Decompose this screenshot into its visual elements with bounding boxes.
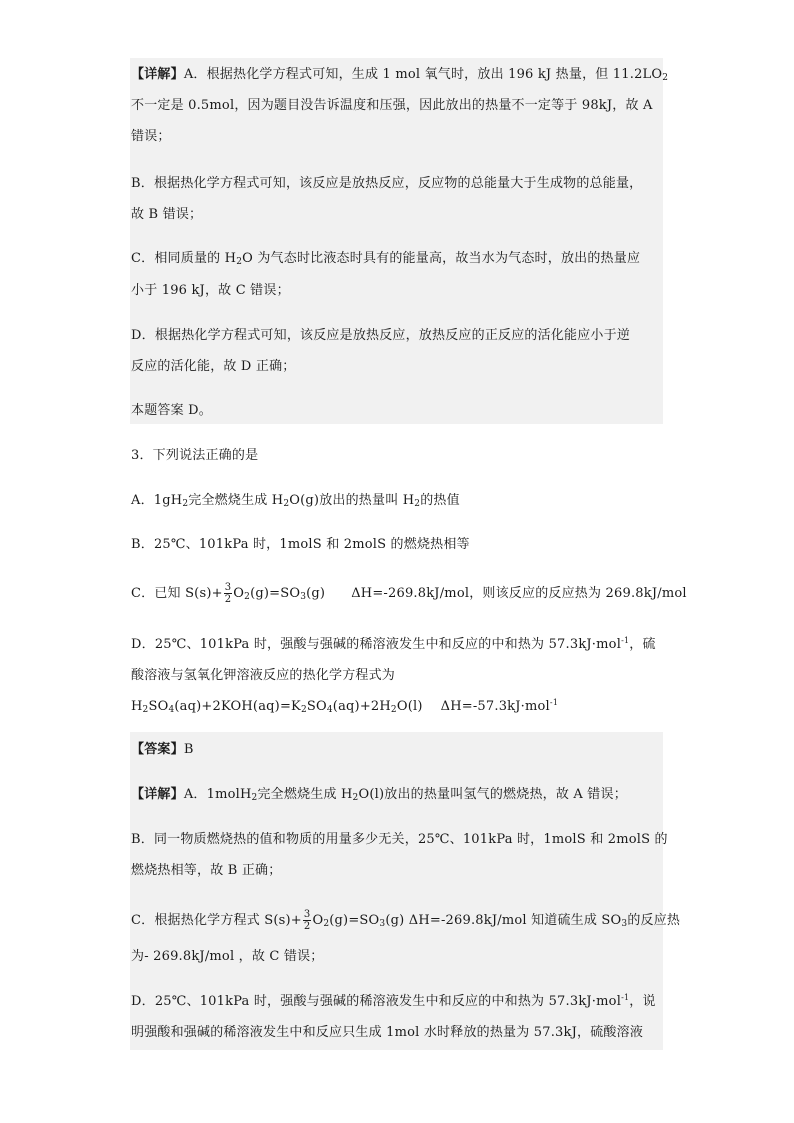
q3-option-b: B．25℃、101kPa 时，1molS 和 2molS 的燃烧热相等 <box>131 537 470 552</box>
q3-option-d-equation: $H_2SO_4(aq)+2KOH(aq)=K_2SO_4(aq)+2H_2O(l)$ ΔH=-57.3kJ·mol$^{-1}$ <box>131 698 559 715</box>
q2-detail-a-line3: 错误； <box>131 129 171 144</box>
q2-detail-a-line1: 【详解】A．根据热化学方程式可知，生成 1 mol 氧气时，放出 196 kJ 热量，但 $11.2LO_2$ <box>131 67 669 83</box>
q3-detail-a: 【详解】A．1molH$_2$完全燃烧生成 $H_2O(l)$放出的热量叫氢气的燃烧热，故 A 错误； <box>131 787 627 803</box>
q3-option-c: C．已知 S(s)+ $\frac{3}{2}$ $O_2(g)=SO_3(g)$ ΔH=-269.8kJ/mol，则该反应的反应热为 269.8kJ/mol <box>131 582 687 605</box>
q2-detail-c-line2: 小于 196 kJ，故 C 错误； <box>131 283 290 298</box>
q3-detail-c-line2: 为- 269.8kJ/mol ，故 C 错误； <box>131 949 324 964</box>
q3-detail-b-line1: B．同一物质燃烧热的值和物质的用量多少无关，25℃、101kPa 时，1molS 和 2molS 的 <box>131 832 668 847</box>
q2-detail-c-line1: C．相同质量的 $H_2O$ 为气态时比液态时具有的能量高，故当水为气态时，放出的热量应 <box>131 251 641 267</box>
q3-stem: 3．下列说法正确的是 <box>131 448 259 463</box>
q3-option-d-line2: 酸溶液与氢氧化钾溶液反应的热化学方程式为 <box>131 668 396 683</box>
q2-detail-d-line1: D．根据热化学方程式可知，该反应是放热反应，放热反应的正反应的活化能应小于逆 <box>131 328 631 343</box>
answer-tag: 【答案】 <box>131 742 184 757</box>
q2-detail-b-line2: 故 B 错误； <box>131 207 203 222</box>
fraction-three-halves: $\frac{3}{2}$ <box>224 582 232 605</box>
q2-answer-line: 本题答案 D。 <box>131 403 212 418</box>
q3-option-d-line1: D．25℃、101kPa 时，强酸与强碱的稀溶液发生中和反应的中和热为 57.3kJ·mol$^{-1}$，硫 <box>131 636 656 652</box>
q3-detail-b-line2: 燃烧热相等，故 B 正确； <box>131 863 282 878</box>
q2-detail-d-line2: 反应的活化能，故 D 正确； <box>131 359 296 374</box>
answer-value: B <box>183 742 194 757</box>
q2-detail-b-line1: B．根据热化学方程式可知，该反应是放热反应，反应物的总能量大于生成物的总能量， <box>131 176 643 191</box>
detail-tag: 【详解】 <box>131 787 184 802</box>
q2-detail-a-line2: 不一定是 0.5mol，因为题目没告诉温度和压强，因此放出的热量不一定等于 98kJ，故 A <box>131 98 653 113</box>
fraction-three-halves: $\frac{3}{2}$ <box>303 909 311 932</box>
q3-detail-c-line1: C．根据热化学方程式 S(s)+ $\frac{3}{2}$ $O_2(g)=SO_3(g)$ ΔH=-269.8kJ/mol 知道硫生成 $SO_3$的反应热 <box>131 909 681 932</box>
q3-detail-d-line1: D．25℃、101kPa 时，强酸与强碱的稀溶液发生中和反应的中和热为 57.3kJ·mol$^{-1}$，说 <box>131 993 656 1009</box>
detail-tag: 【详解】 <box>131 67 184 82</box>
q3-option-a: A．$1gH_2$完全燃烧生成 $H_2O(g)$放出的热量叫 $H_2$的热值 <box>131 493 460 509</box>
q3-answer-line <box>131 741 194 759</box>
q3-detail-d-line2: 明强酸和强碱的稀溶液发生中和反应只生成 1mol 水时释放的热量为 57.3kJ，硫酸溶液 <box>131 1025 644 1040</box>
